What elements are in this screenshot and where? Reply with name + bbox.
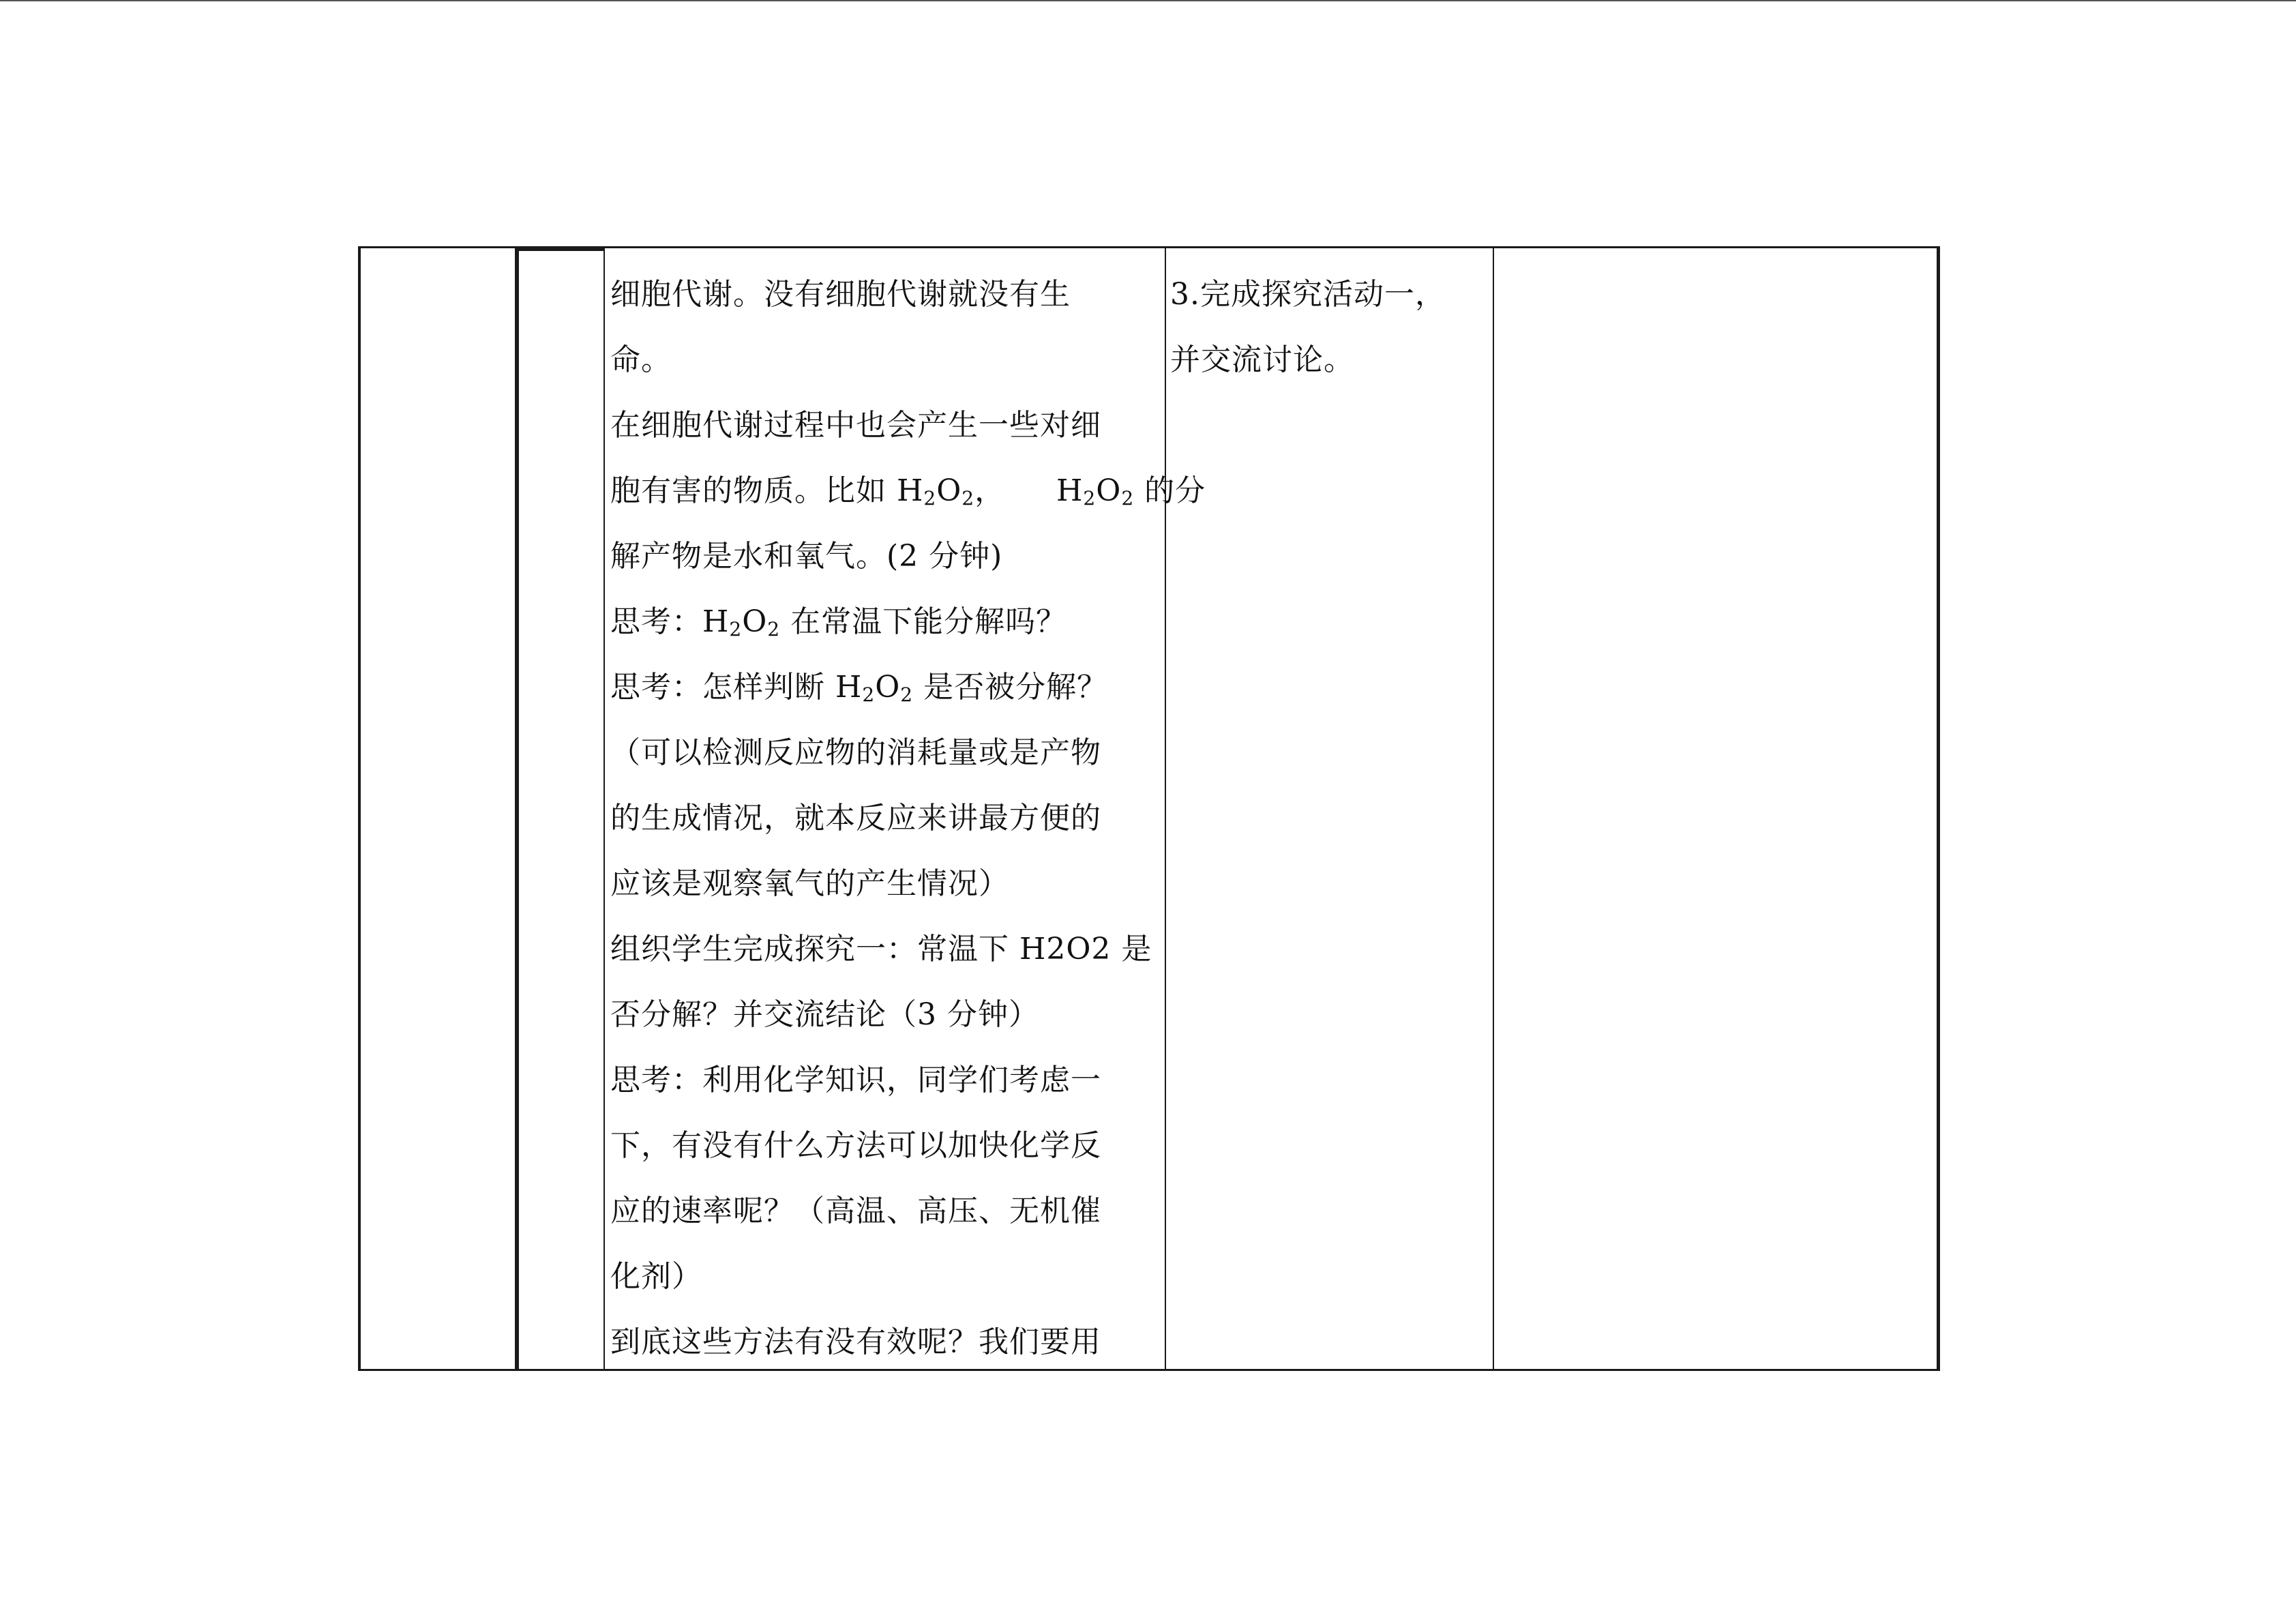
lesson-plan-table xyxy=(358,246,1940,1371)
text-run: ， H xyxy=(974,473,1084,508)
teacher-activity-cell xyxy=(610,262,1206,1375)
text-line: 在细胞代谢过程中也会产生一些对细 xyxy=(610,408,1101,443)
text-line: 的生成情况，就本反应来讲最方便的 xyxy=(610,801,1101,836)
subscript: 2 xyxy=(923,487,937,510)
text-run: 的分 xyxy=(1134,473,1206,508)
student-activity-cell xyxy=(1170,262,1491,393)
text-run: O xyxy=(742,604,768,639)
column-divider xyxy=(1165,248,1166,1369)
text-run: 在常温下能分解吗？ xyxy=(780,604,1067,639)
text-line: 应该是观察氧气的产生情况） xyxy=(610,866,1009,901)
text-line: 细胞代谢。没有细胞代谢就没有生 xyxy=(610,277,1071,312)
text-line: 应的速率呢？（高温、高压、无机催 xyxy=(610,1194,1101,1228)
text-line xyxy=(610,655,1163,720)
text-line: （可以检测反应物的消耗量或是产物 xyxy=(610,735,1101,770)
text-line: 思考：利用化学知识，同学们考虑一 xyxy=(610,1063,1101,1097)
text-run: 思考：怎样判断 H xyxy=(610,670,863,705)
text-line: 并交流讨论。 xyxy=(1170,342,1354,377)
text-run: 是否被分解？ xyxy=(913,670,1108,705)
text-run: 思考：H xyxy=(610,604,730,639)
text-line: 否分解？并交流结论（3 分钟） xyxy=(610,997,1039,1032)
text-line: 化剂） xyxy=(610,1259,702,1294)
text-run: O xyxy=(1096,473,1122,508)
subscript: 2 xyxy=(900,683,914,706)
text-line: 解产物是水和氧气。(2 分钟) xyxy=(610,539,1003,574)
subscript: 2 xyxy=(729,618,743,640)
text-line xyxy=(610,589,1163,655)
text-line: 3.完成探究活动一， xyxy=(1170,277,1446,312)
text-run: O xyxy=(875,670,901,705)
subscript: 2 xyxy=(1121,487,1135,510)
page-top-rule xyxy=(0,0,2296,1)
text-run: O xyxy=(936,473,962,508)
text-line: 到底这些方法有没有效呢？我们要用 xyxy=(610,1325,1101,1359)
text-line: 组织学生完成探究一：常温下 H2O2 是 xyxy=(610,932,1152,966)
text-line xyxy=(610,458,1206,524)
column-divider xyxy=(603,248,605,1369)
cell-top-border xyxy=(519,248,603,251)
subscript: 2 xyxy=(862,683,876,706)
column-divider xyxy=(515,248,519,1369)
column-divider xyxy=(1493,248,1494,1369)
text-line: 命。 xyxy=(610,342,672,377)
subscript: 2 xyxy=(767,618,781,640)
subscript: 2 xyxy=(1083,487,1097,510)
subscript: 2 xyxy=(961,487,975,510)
text-run: 胞有害的物质。比如 H xyxy=(610,473,924,508)
text-line: 下，有没有什么方法可以加快化学反 xyxy=(610,1128,1101,1163)
